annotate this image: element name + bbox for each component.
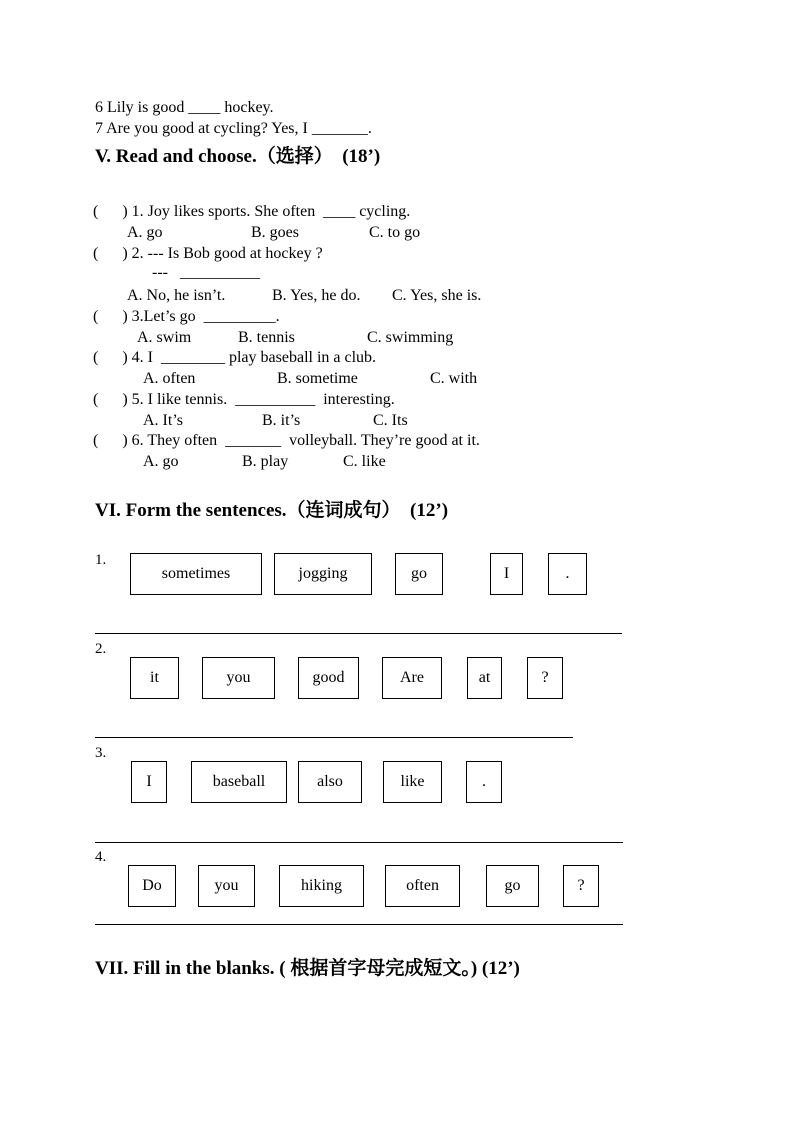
question-4: ( ) 4. I ________ play baseball in a club.: [93, 349, 377, 366]
question-5-option-c: C. Its: [373, 412, 408, 429]
question-2: ( ) 2. --- Is Bob good at hockey ?: [93, 245, 323, 262]
word-label: you: [214, 877, 239, 894]
word-label: good: [312, 669, 345, 686]
question-3-option-b: B. tennis: [238, 329, 295, 346]
question-5-option-b: B. it’s: [262, 412, 301, 429]
question-3: ( ) 3.Let’s go _________.: [93, 308, 280, 325]
exercise-3-word-box-4: [383, 761, 442, 803]
exercise-2-word-box-6: [527, 657, 563, 699]
exercise-4-word-box-4: [385, 865, 460, 907]
question-3-option-a: A. swim: [137, 329, 192, 346]
word-label: often: [406, 877, 439, 894]
question-4-option-b: B. sometime: [277, 370, 358, 387]
word-label: Do: [142, 877, 162, 894]
exercise-3-word-box-2: [191, 761, 287, 803]
exercise-2-word-box-4: [382, 657, 442, 699]
word-label: .: [482, 773, 486, 790]
exercise-3-number: 3.: [95, 745, 107, 761]
question-5: ( ) 5. I like tennis. __________ interesting.: [93, 391, 395, 408]
exercise-4-word-box-2: [198, 865, 255, 907]
exercise-1-number: 1.: [95, 552, 107, 568]
exercise-3-word-box-1: [131, 761, 167, 803]
exercise-3-word-box-5: [466, 761, 502, 803]
exercise-2-word-box-5: [467, 657, 502, 699]
exercise-4-answer-line: [95, 924, 623, 925]
exercise-4-word-box-6: [563, 865, 599, 907]
exercise-4-word-box-5: [486, 865, 539, 907]
question-4-option-a: A. often: [143, 370, 196, 387]
exercise-4-word-box-3: [279, 865, 364, 907]
word-label: baseball: [212, 773, 266, 790]
word-label: I: [146, 773, 152, 790]
section-vii-heading: VII. Fill in the blanks. ( 根据首字母完成短文。) (12’): [95, 958, 520, 979]
exercise-2-word-box-1: [130, 657, 179, 699]
question-1-option-c: C. to go: [369, 224, 421, 241]
word-label: like: [400, 773, 425, 790]
word-label: at: [478, 669, 491, 686]
exercise-3-word-box-3: [298, 761, 362, 803]
exercise-2-answer-line: [95, 737, 573, 738]
question-3-option-c: C. swimming: [367, 329, 454, 346]
exercise-4-number: 4.: [95, 849, 107, 865]
word-label: go: [411, 565, 427, 582]
exercise-1-word-box-1: [130, 553, 262, 595]
word-label: I: [503, 565, 510, 582]
word-label: ?: [541, 669, 549, 686]
question-2-option-c: C. Yes, she is.: [392, 287, 482, 304]
question-1: ( ) 1. Joy likes sports. She often ____ cycling.: [93, 203, 411, 220]
word-label: .: [565, 565, 570, 582]
section-vi-heading: VI. Form the sentences.（连词成句） (12’): [95, 500, 449, 521]
exercise-2-word-box-2: [202, 657, 275, 699]
exercise-3-answer-line: [95, 842, 623, 843]
exercise-2-number: 2.: [95, 641, 107, 657]
word-label: sometimes: [161, 565, 231, 582]
question-4-option-c: C. with: [430, 370, 478, 387]
exercise-1-word-box-3: [395, 553, 443, 595]
question-2-option-b: B. Yes, he do.: [272, 287, 361, 304]
fill-blank-item-7: 7 Are you good at cycling? Yes, I _______.: [95, 120, 372, 137]
exercise-1-word-box-2: [274, 553, 372, 595]
exercise-4-word-box-1: [128, 865, 176, 907]
exercise-1-word-box-4: [490, 553, 523, 595]
exercise-1-answer-line: [95, 633, 622, 634]
question-6-option-b: B. play: [242, 453, 289, 470]
word-label: hiking: [301, 877, 342, 894]
question-6-option-c: C. like: [343, 453, 386, 470]
exercise-2-word-box-3: [298, 657, 359, 699]
fill-blank-item-6: 6 Lily is good ____ hockey.: [95, 99, 274, 116]
question-1-option-a: A. go: [127, 224, 163, 241]
question-2-option-a: A. No, he isn’t.: [127, 287, 226, 304]
word-label: ?: [577, 877, 585, 894]
word-label: you: [226, 669, 251, 686]
word-label: it: [150, 669, 159, 686]
word-label: also: [317, 773, 343, 790]
word-label: Are: [400, 669, 424, 686]
question-1-option-b: B. goes: [251, 224, 299, 241]
word-label: go: [504, 877, 521, 894]
exercise-1-word-box-5: [548, 553, 587, 595]
question-6-option-a: A. go: [143, 453, 179, 470]
section-v-heading: V. Read and choose.（选择） (18’): [95, 146, 381, 167]
word-label: jogging: [298, 565, 348, 582]
question-2-answer-blank: --- __________: [152, 264, 260, 281]
question-6: ( ) 6. They often _______ volleyball. They’re good at it.: [93, 432, 480, 449]
question-5-option-a: A. It’s: [143, 412, 183, 429]
